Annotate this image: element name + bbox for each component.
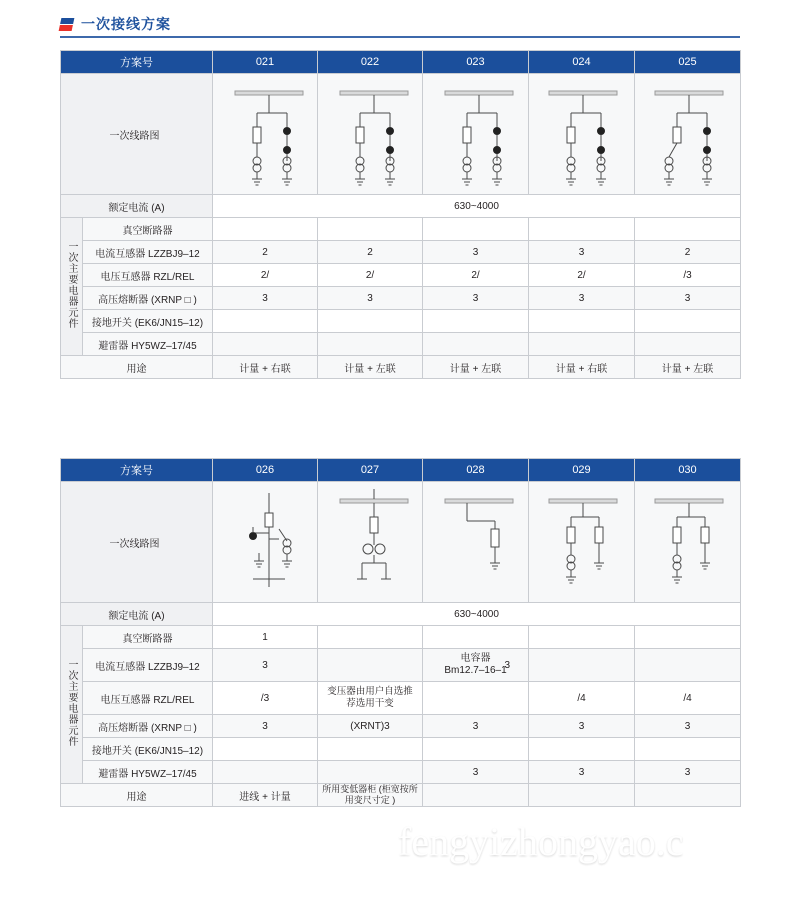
rated-current-value-2: 630~4000 [213, 603, 741, 626]
row-label-rated-current: 额定电流 (A) [61, 195, 213, 218]
diagram-cell-022 [318, 74, 423, 195]
cell-025-current-transformer: 2 [635, 241, 741, 264]
cell-028-arrester: 3 [423, 761, 529, 784]
diagram-cell-029 [529, 482, 635, 603]
cell-022-voltage-transformer: 2/ [318, 264, 423, 287]
header-scheme-027: 027 [318, 459, 423, 482]
header-scheme-028: 028 [423, 459, 529, 482]
row-usage [61, 356, 741, 379]
cell-026-voltage-transformer: /3 [213, 682, 318, 715]
cell-029-usage [529, 784, 635, 807]
cell-024-usage: 计量 + 右联 [529, 356, 635, 379]
cell-024-arrester [529, 333, 635, 356]
cell-026-current-transformer: 3 [213, 649, 318, 682]
cell-028-vacuum-breaker [423, 626, 529, 649]
cell-023-usage: 计量 + 左联 [423, 356, 529, 379]
header-scheme-024: 024 [529, 51, 635, 74]
row-label-earthing-switch: 接地开关 (EK6/JN15–12) [83, 310, 213, 333]
cell-024-vacuum-breaker [529, 218, 635, 241]
diagram-cell-024 [529, 74, 635, 195]
header2-scheme-label: 方案号 [61, 459, 213, 482]
cell-030-vacuum-breaker [635, 626, 741, 649]
cell-030-earthing-switch [635, 738, 741, 761]
cell-022-earthing-switch [318, 310, 423, 333]
cell-021-current-transformer: 2 [213, 241, 318, 264]
row-label-circuit-diagram: 一次线路图 [61, 74, 213, 195]
page-title-text: 一次接线方案 [81, 16, 171, 32]
cell-023-vacuum-breaker [423, 218, 529, 241]
cell-028-fuse: 3 [423, 715, 529, 738]
row2-arrester [61, 761, 741, 784]
row2-earthing-switch [61, 738, 741, 761]
diagram-cell-026 [213, 482, 318, 603]
diagram-row [61, 74, 741, 195]
row2-label-voltage-transformer: 电压互感器 RZL/REL [83, 682, 213, 715]
diagram-row-2 [61, 482, 741, 603]
cell-023-voltage-transformer: 2/ [423, 264, 529, 287]
row2-label-current-transformer: 电流互感器 LZZBJ9–12 [83, 649, 213, 682]
diagram-cell-025 [635, 74, 741, 195]
cell-026-usage: 进线 + 计量 [213, 784, 318, 807]
cell-027-fuse: (XRNT)3 [318, 715, 423, 738]
row-fuse [61, 287, 741, 310]
cell-024-fuse: 3 [529, 287, 635, 310]
diagram-cell-023 [423, 74, 529, 195]
row2-vacuum-breaker [61, 626, 741, 649]
row-label-voltage-transformer: 电压互感器 RZL/REL [83, 264, 213, 287]
row2-current-transformer [61, 649, 741, 682]
cell-021-usage: 计量 + 右联 [213, 356, 318, 379]
cell-021-earthing-switch [213, 310, 318, 333]
cell-022-current-transformer: 2 [318, 241, 423, 264]
header-scheme-label: 方案号 [61, 51, 213, 74]
cell-024-earthing-switch [529, 310, 635, 333]
row2-voltage-transformer [61, 682, 741, 715]
cell-025-arrester [635, 333, 741, 356]
table-header-row [61, 51, 741, 74]
cell-025-vacuum-breaker [635, 218, 741, 241]
title-divider [60, 36, 740, 38]
row-label-fuse: 高压熔断器 (XRNP □ ) [83, 287, 213, 310]
cell-025-earthing-switch [635, 310, 741, 333]
header-scheme-023: 023 [423, 51, 529, 74]
cell-024-current-transformer: 3 [529, 241, 635, 264]
cell-028-voltage-transformer [423, 682, 529, 715]
cell-023-fuse: 3 [423, 287, 529, 310]
row2-label-usage: 用途 [61, 784, 213, 807]
row-arrester [61, 333, 741, 356]
cell-027-earthing-switch [318, 738, 423, 761]
cell-023-earthing-switch [423, 310, 529, 333]
cell-028-earthing-switch [423, 738, 529, 761]
cell-030-usage [635, 784, 741, 807]
capacitor-note-value: 3 [504, 660, 510, 671]
row-label-current-transformer: 电流互感器 LZZBJ9–12 [83, 241, 213, 264]
cell-023-arrester [423, 333, 529, 356]
cell-021-arrester [213, 333, 318, 356]
cell-026-arrester [213, 761, 318, 784]
row2-fuse [61, 715, 741, 738]
cell-023-current-transformer: 3 [423, 241, 529, 264]
header-scheme-025: 025 [635, 51, 741, 74]
capacitor-note-line1: 电容器 [460, 653, 491, 664]
cell-021-fuse: 3 [213, 287, 318, 310]
diagram-cell-027 [318, 482, 423, 603]
cell-028-capacitor-note [423, 649, 529, 682]
row2-usage [61, 784, 741, 807]
cell-026-earthing-switch [213, 738, 318, 761]
diagram-cell-030 [635, 482, 741, 603]
cell-025-fuse: 3 [635, 287, 741, 310]
cell-022-vacuum-breaker [318, 218, 423, 241]
cell-021-vacuum-breaker [213, 218, 318, 241]
row-earthing-switch [61, 310, 741, 333]
cell-029-current-transformer [529, 649, 635, 682]
row2-label-fuse: 高压熔断器 (XRNP □ ) [83, 715, 213, 738]
row2-label-arrester: 避雷器 HY5WZ–17/45 [83, 761, 213, 784]
header-scheme-022: 022 [318, 51, 423, 74]
row-label-vacuum-breaker: 真空断路器 [83, 218, 213, 241]
scheme-table-1 [60, 50, 741, 379]
cell-022-fuse: 3 [318, 287, 423, 310]
capacitor-note-line2: Bm12.7–16–1 [444, 665, 507, 676]
scheme-table-2 [60, 458, 741, 807]
cell-021-voltage-transformer: 2/ [213, 264, 318, 287]
header-scheme-030: 030 [635, 459, 741, 482]
cell-030-fuse: 3 [635, 715, 741, 738]
watermark-text: fengyizhongyao.c [398, 819, 684, 864]
row2-label-earthing-switch: 接地开关 (EK6/JN15–12) [83, 738, 213, 761]
row2-label-circuit-diagram: 一次线路图 [61, 482, 213, 603]
rated-current-row-2 [61, 603, 741, 626]
title-marker-icon [59, 18, 75, 31]
rated-current-value: 630~4000 [213, 195, 741, 218]
group2-label-main-components: 一次主要电器元件 [61, 626, 83, 784]
row-current-transformer [61, 241, 741, 264]
cell-022-usage: 计量 + 左联 [318, 356, 423, 379]
diagram-cell-028 [423, 482, 529, 603]
cell-025-voltage-transformer: /3 [635, 264, 741, 287]
cell-026-fuse: 3 [213, 715, 318, 738]
cell-027-usage: 所用变低器柜 (柜宽按所用变尺寸定 ) [318, 784, 423, 807]
row2-label-vacuum-breaker: 真空断路器 [83, 626, 213, 649]
header-scheme-021: 021 [213, 51, 318, 74]
header-scheme-029: 029 [529, 459, 635, 482]
page-title [60, 14, 171, 34]
cell-030-arrester: 3 [635, 761, 741, 784]
diagram-cell-021 [213, 74, 318, 195]
cell-027-arrester [318, 761, 423, 784]
row-label-arrester: 避雷器 HY5WZ–17/45 [83, 333, 213, 356]
header-scheme-026: 026 [213, 459, 318, 482]
row-voltage-transformer [61, 264, 741, 287]
cell-027-current-transformer [318, 649, 423, 682]
cell-025-usage: 计量 + 左联 [635, 356, 741, 379]
row-vacuum-breaker [61, 218, 741, 241]
cell-029-vacuum-breaker [529, 626, 635, 649]
cell-022-arrester [318, 333, 423, 356]
cell-029-voltage-transformer: /4 [529, 682, 635, 715]
cell-027-voltage-transformer: 变压器由用户自选推荐选用干变 [318, 682, 423, 715]
cell-030-current-transformer [635, 649, 741, 682]
cell-027-vacuum-breaker [318, 626, 423, 649]
cell-029-earthing-switch [529, 738, 635, 761]
cell-028-usage [423, 784, 529, 807]
row2-label-rated-current: 额定电流 (A) [61, 603, 213, 626]
rated-current-row [61, 195, 741, 218]
cell-029-arrester: 3 [529, 761, 635, 784]
cell-024-voltage-transformer: 2/ [529, 264, 635, 287]
cell-029-fuse: 3 [529, 715, 635, 738]
row-label-usage: 用途 [61, 356, 213, 379]
cell-026-vacuum-breaker: 1 [213, 626, 318, 649]
table2-header-row [61, 459, 741, 482]
cell-030-voltage-transformer: /4 [635, 682, 741, 715]
group-label-main-components: 一次主要电器元件 [61, 218, 83, 356]
